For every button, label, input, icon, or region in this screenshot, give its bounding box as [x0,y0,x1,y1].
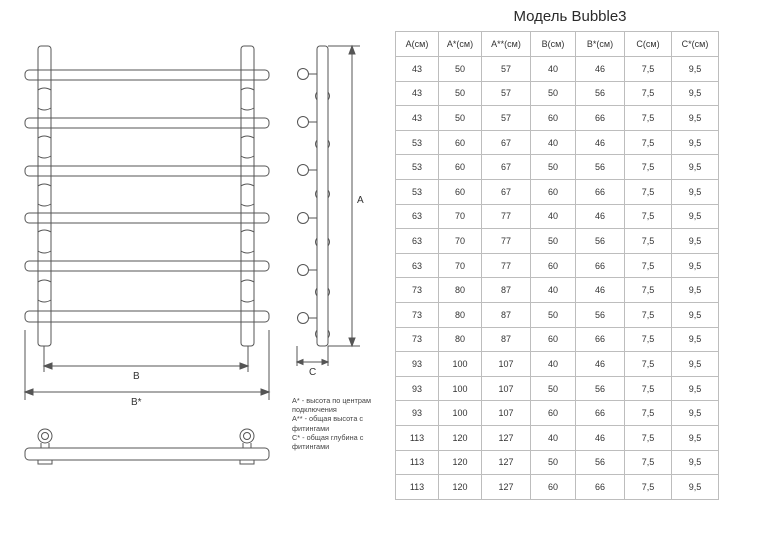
table-cell: 9,5 [672,253,719,278]
dimension-c [297,346,328,366]
col-header: B*(см) [576,32,625,57]
table-cell: 67 [482,130,531,155]
table-cell: 57 [482,106,531,131]
table-cell: 50 [439,106,482,131]
table-cell: 40 [531,204,576,229]
table-cell: 60 [439,130,482,155]
table-cell: 127 [482,425,531,450]
table-cell: 56 [576,376,625,401]
table-cell: 73 [396,302,439,327]
table-cell: 127 [482,450,531,475]
table-row [396,81,719,106]
table-cell: 113 [396,425,439,450]
table-cell: 60 [439,179,482,204]
label-b: B [133,371,140,382]
table-cell: 7,5 [625,253,672,278]
table-cell: 7,5 [625,204,672,229]
table-cell: 9,5 [672,302,719,327]
table-cell: 60 [531,475,576,500]
table-row [396,130,719,155]
table-cell: 50 [531,450,576,475]
table-cell: 53 [396,155,439,180]
table-cell: 56 [576,155,625,180]
table-cell: 113 [396,475,439,500]
label-c: C [309,367,317,378]
table-cell: 100 [439,376,482,401]
col-header: C*(см) [672,32,719,57]
table-cell: 7,5 [625,376,672,401]
legend-c-star: С* - общая глубина с фитингами [292,432,364,452]
table-row [396,425,719,450]
table-row [396,401,719,426]
table-cell: 73 [396,327,439,352]
table-cell: 120 [439,425,482,450]
table-cell: 60 [531,401,576,426]
table-cell: 46 [576,204,625,229]
table-cell: 7,5 [625,106,672,131]
table-cell: 57 [482,57,531,82]
table-row [396,352,719,377]
table-header-row [396,32,719,57]
table-cell: 9,5 [672,229,719,254]
table-row [396,327,719,352]
table-cell: 66 [576,253,625,278]
table-row [396,376,719,401]
table-cell: 7,5 [625,425,672,450]
table-cell: 60 [531,253,576,278]
table-row [396,450,719,475]
table-cell: 7,5 [625,327,672,352]
table-cell: 7,5 [625,130,672,155]
table-cell: 9,5 [672,425,719,450]
table-cell: 9,5 [672,130,719,155]
table-cell: 9,5 [672,376,719,401]
table-cell: 70 [439,229,482,254]
table-cell: 7,5 [625,57,672,82]
table-row [396,475,719,500]
table-cell: 43 [396,106,439,131]
col-header: A*(см) [439,32,482,57]
table-cell: 77 [482,253,531,278]
table-cell: 40 [531,278,576,303]
table-cell: 73 [396,278,439,303]
table-cell: 100 [439,401,482,426]
table-cell: 50 [531,302,576,327]
table-cell: 107 [482,401,531,426]
table-cell: 9,5 [672,327,719,352]
table-cell: 50 [439,81,482,106]
table-cell: 66 [576,106,625,131]
table-cell: 63 [396,229,439,254]
table-cell: 9,5 [672,179,719,204]
table-row [396,253,719,278]
col-header: A**(см) [482,32,531,57]
table-cell: 46 [576,352,625,377]
table-body [396,57,719,500]
side-view [298,46,330,346]
table-cell: 7,5 [625,155,672,180]
table-row [396,179,719,204]
table-cell: 53 [396,130,439,155]
dimension-b [44,346,248,372]
table-cell: 9,5 [672,278,719,303]
label-a: A [357,195,364,206]
table-cell: 43 [396,81,439,106]
table-cell: 63 [396,253,439,278]
spec-table [395,31,719,500]
table-cell: 46 [576,57,625,82]
table-cell: 7,5 [625,450,672,475]
table-cell: 60 [439,155,482,180]
table-cell: 60 [531,179,576,204]
table-row [396,155,719,180]
legend [292,396,402,451]
table-cell: 50 [531,81,576,106]
table-cell: 9,5 [672,401,719,426]
table-cell: 56 [576,302,625,327]
table-cell: 7,5 [625,475,672,500]
table-cell: 43 [396,57,439,82]
table-cell: 93 [396,401,439,426]
table-row [396,302,719,327]
table-cell: 66 [576,475,625,500]
table-row [396,106,719,131]
table-cell: 67 [482,155,531,180]
table-cell: 113 [396,450,439,475]
table-cell: 50 [531,376,576,401]
table-cell: 40 [531,425,576,450]
table-cell: 7,5 [625,352,672,377]
table-cell: 66 [576,401,625,426]
table-cell: 56 [576,229,625,254]
table-cell: 127 [482,475,531,500]
table-cell: 40 [531,57,576,82]
table-cell: 77 [482,229,531,254]
table-cell: 9,5 [672,81,719,106]
table-cell: 46 [576,278,625,303]
table-cell: 53 [396,179,439,204]
table-cell: 50 [531,155,576,180]
table-row [396,57,719,82]
table-cell: 100 [439,352,482,377]
table-cell: 120 [439,475,482,500]
table-cell: 56 [576,450,625,475]
table-cell: 9,5 [672,204,719,229]
table-cell: 66 [576,327,625,352]
label-b-star: B* [131,397,142,408]
table-cell: 63 [396,204,439,229]
table-cell: 70 [439,253,482,278]
table-row [396,204,719,229]
front-view [25,46,269,346]
table-cell: 9,5 [672,352,719,377]
table-cell: 46 [576,130,625,155]
table-cell: 7,5 [625,229,672,254]
table-cell: 107 [482,376,531,401]
table-row [396,278,719,303]
table-cell: 7,5 [625,179,672,204]
dimension-b-star [25,330,269,400]
table-cell: 9,5 [672,57,719,82]
table-cell: 80 [439,302,482,327]
table-cell: 7,5 [625,278,672,303]
table-cell: 87 [482,278,531,303]
table-cell: 9,5 [672,450,719,475]
table-cell: 67 [482,179,531,204]
table-cell: 46 [576,425,625,450]
table-cell: 80 [439,327,482,352]
page-title: Модель Bubble3 [513,8,627,25]
table-cell: 70 [439,204,482,229]
table-cell: 9,5 [672,155,719,180]
legend-a-star: A* - высота по центрам подключения [292,396,371,415]
dimension-a [328,46,360,346]
table-cell: 60 [531,106,576,131]
table-cell: 57 [482,81,531,106]
table-cell: 60 [531,327,576,352]
table-cell: 9,5 [672,475,719,500]
table-cell: 50 [439,57,482,82]
table-cell: 120 [439,450,482,475]
table-cell: 87 [482,302,531,327]
col-header: B(см) [531,32,576,57]
table-cell: 93 [396,352,439,377]
table-cell: 40 [531,130,576,155]
table-cell: 93 [396,376,439,401]
table-cell: 87 [482,327,531,352]
table-cell: 66 [576,179,625,204]
legend-a-double-star: A** - общая высота с фитингами [292,414,364,433]
table-cell: 40 [531,352,576,377]
table-cell: 9,5 [672,106,719,131]
col-header: C(см) [625,32,672,57]
table-cell: 7,5 [625,302,672,327]
top-view [25,429,269,464]
table-cell: 7,5 [625,401,672,426]
table-cell: 7,5 [625,81,672,106]
table-cell: 56 [576,81,625,106]
table-cell: 107 [482,352,531,377]
table-cell: 77 [482,204,531,229]
table-cell: 50 [531,229,576,254]
table-cell: 80 [439,278,482,303]
table-row [396,229,719,254]
col-header: A(см) [396,32,439,57]
